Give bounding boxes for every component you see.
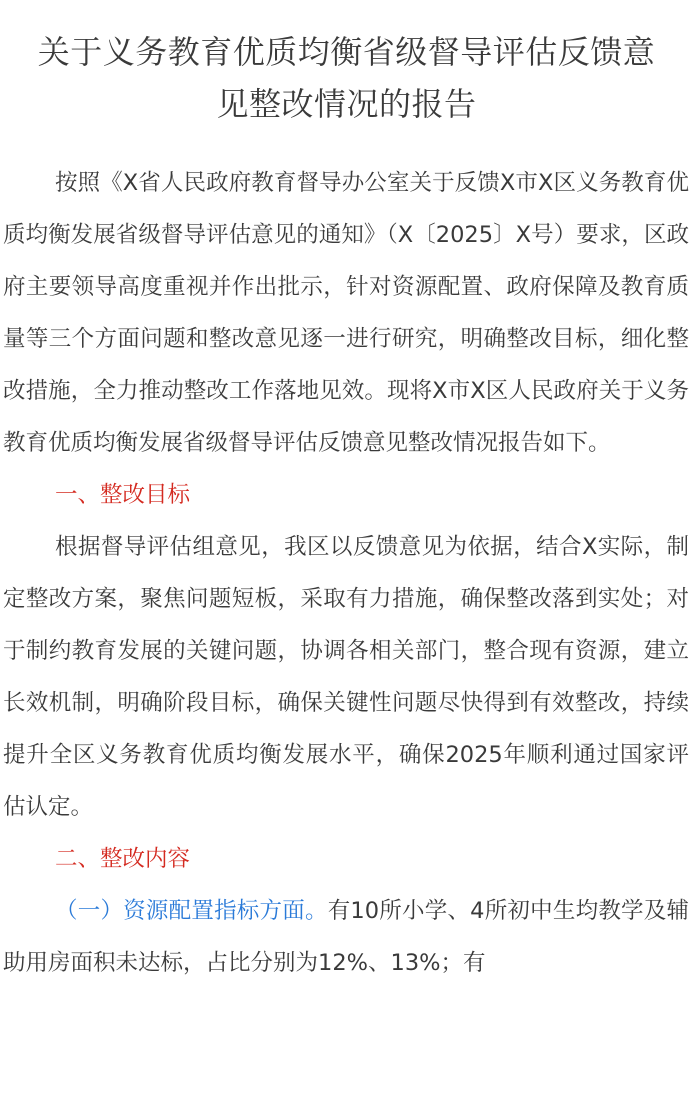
section-heading-goals: 一、整改目标: [55, 482, 191, 508]
document-body: [0, 157, 693, 989]
intro-paragraph: 按照《X省人民政府教育督导办公室关于反馈X市X区义务教育优质均衡发展省级督导评估意见的通知》（X〔2025〕X号）要求，区政府主要领导高度重视并作出批示，针对资源配置、政府保障及教育质量等三个方面问题和整改意见逐一进行研究，明确整改目标，细化整改措施，全力推动整改工作落地见效。现将X市X区人民政府关于义务教育优质均衡发展省级督导评估反馈意见整改情况报告如下。: [3, 170, 689, 456]
subsection-heading-resources: （一）资源配置指标方面。: [55, 898, 328, 924]
resource-allocation-paragraph: [0, 885, 693, 989]
section-heading-content: 二、整改内容: [55, 846, 191, 872]
resource-allocation-text: 有10所小学、4所初中生均教学及辅助用房面积未达标，占比分别为12%、13%；有: [3, 898, 689, 976]
title-line-2: 见整改情况的报告: [216, 85, 477, 123]
goals-paragraph: 根据督导评估组意见，我区以反馈意见为依据，结合X实际，制定整改方案，聚焦问题短板，采取有力措施，确保整改落到实处；对于制约教育发展的关键问题，协调各相关部门，整合现有资源，建立长效机制，明确阶段目标，确保关键性问题尽快得到有效整改，持续提升全区义务教育优质均衡发展水平，确保2025年顺利通过国家评估认定。: [3, 534, 689, 820]
document-title: [0, 0, 693, 130]
title-line-1: 关于义务教育优质均衡省级督导评估反馈意: [37, 33, 656, 71]
